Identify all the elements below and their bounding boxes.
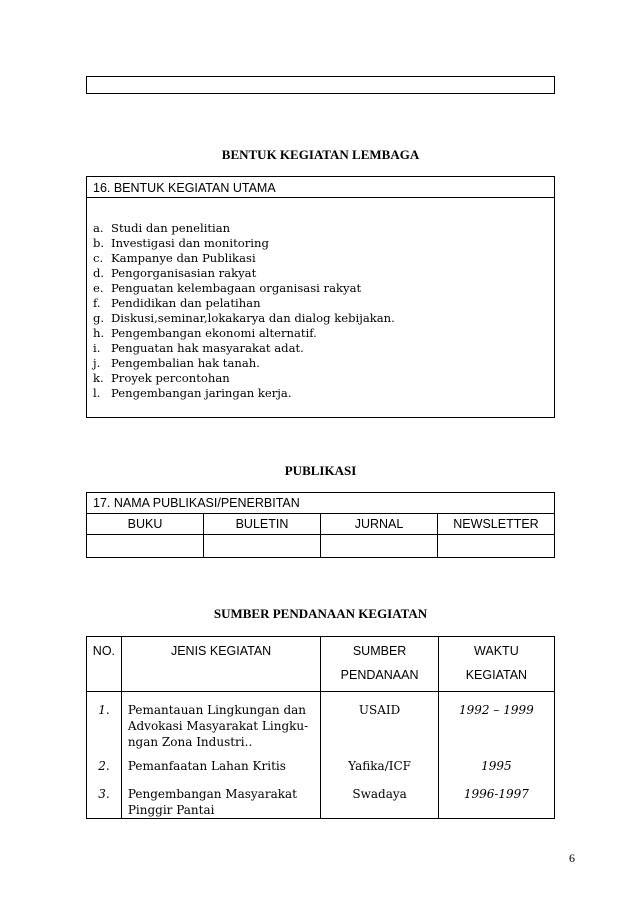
- list-item: c. Kampanye dan Publikasi: [93, 251, 256, 265]
- list-item: e. Penguatan kelembagaan organisasi rakyat: [93, 281, 362, 295]
- list-item: j. Pengembalian hak tanah.: [93, 356, 260, 370]
- publikasi-table: [86, 492, 555, 558]
- list-item: f. Pendidikan dan pelatihan: [93, 296, 261, 310]
- column-header-newsletter: NEWSLETTER: [438, 514, 555, 535]
- column-header-no: NO.: [87, 637, 122, 692]
- list-item: a. Studi dan penelitian: [93, 221, 231, 235]
- kegiatan-box: [86, 176, 555, 418]
- table-row: 1. Pemantauan Lingkungan dan Advokasi Masyarakat Lingku- ngan Zona Industri.. USAID 1992 – 1999: [87, 692, 555, 759]
- list-item: h. Pengembangan ekonomi alternatif.: [93, 326, 317, 340]
- table-cell: [438, 535, 555, 558]
- table-cell: [321, 535, 438, 558]
- section-heading-publikasi: PUBLIKASI: [284, 463, 357, 478]
- column-header-waktu: WAKTU KEGIATAN: [438, 637, 554, 692]
- list-item: k. Proyek percontohan: [93, 371, 230, 385]
- list-item: l. Pengembangan jaringan kerja.: [93, 386, 292, 400]
- table-row: 2. Pemanfaatan Lahan Kritis Yafika/ICF 1995: [87, 758, 555, 786]
- column-header-buletin: BULETIN: [204, 514, 321, 535]
- table-cell: [87, 535, 204, 558]
- column-header-buku: BUKU: [87, 514, 204, 535]
- section-heading-pendanaan: SUMBER PENDANAAN KEGIATAN: [213, 606, 428, 621]
- empty-table-row-top: [86, 76, 555, 94]
- list-item: g. Diskusi,seminar,lokakarya dan dialog kebijakan.: [93, 311, 395, 325]
- publikasi-table-title: 17. NAMA PUBLIKASI/PENERBITAN: [87, 493, 555, 514]
- pendanaan-table: [86, 636, 555, 819]
- column-header-sumber: SUMBER PENDANAAN: [321, 637, 438, 692]
- column-header-jurnal: JURNAL: [321, 514, 438, 535]
- page-number: 6: [569, 851, 575, 865]
- section-heading-kegiatan: BENTUK KEGIATAN LEMBAGA: [221, 147, 420, 162]
- table-cell: [204, 535, 321, 558]
- list-item: d. Pengorganisasian rakyat: [93, 266, 257, 280]
- table-row: 3. Pengembangan Masyarakat Pinggir Pantai Swadaya 1996-1997: [87, 786, 555, 819]
- list-item: i. Penguatan hak masyarakat adat.: [93, 341, 304, 355]
- kegiatan-list: [93, 221, 395, 401]
- list-item: b. Investigasi dan monitoring: [93, 236, 269, 250]
- column-header-jenis: JENIS KEGIATAN: [121, 637, 321, 692]
- kegiatan-box-title: 16. BENTUK KEGIATAN UTAMA: [87, 177, 554, 198]
